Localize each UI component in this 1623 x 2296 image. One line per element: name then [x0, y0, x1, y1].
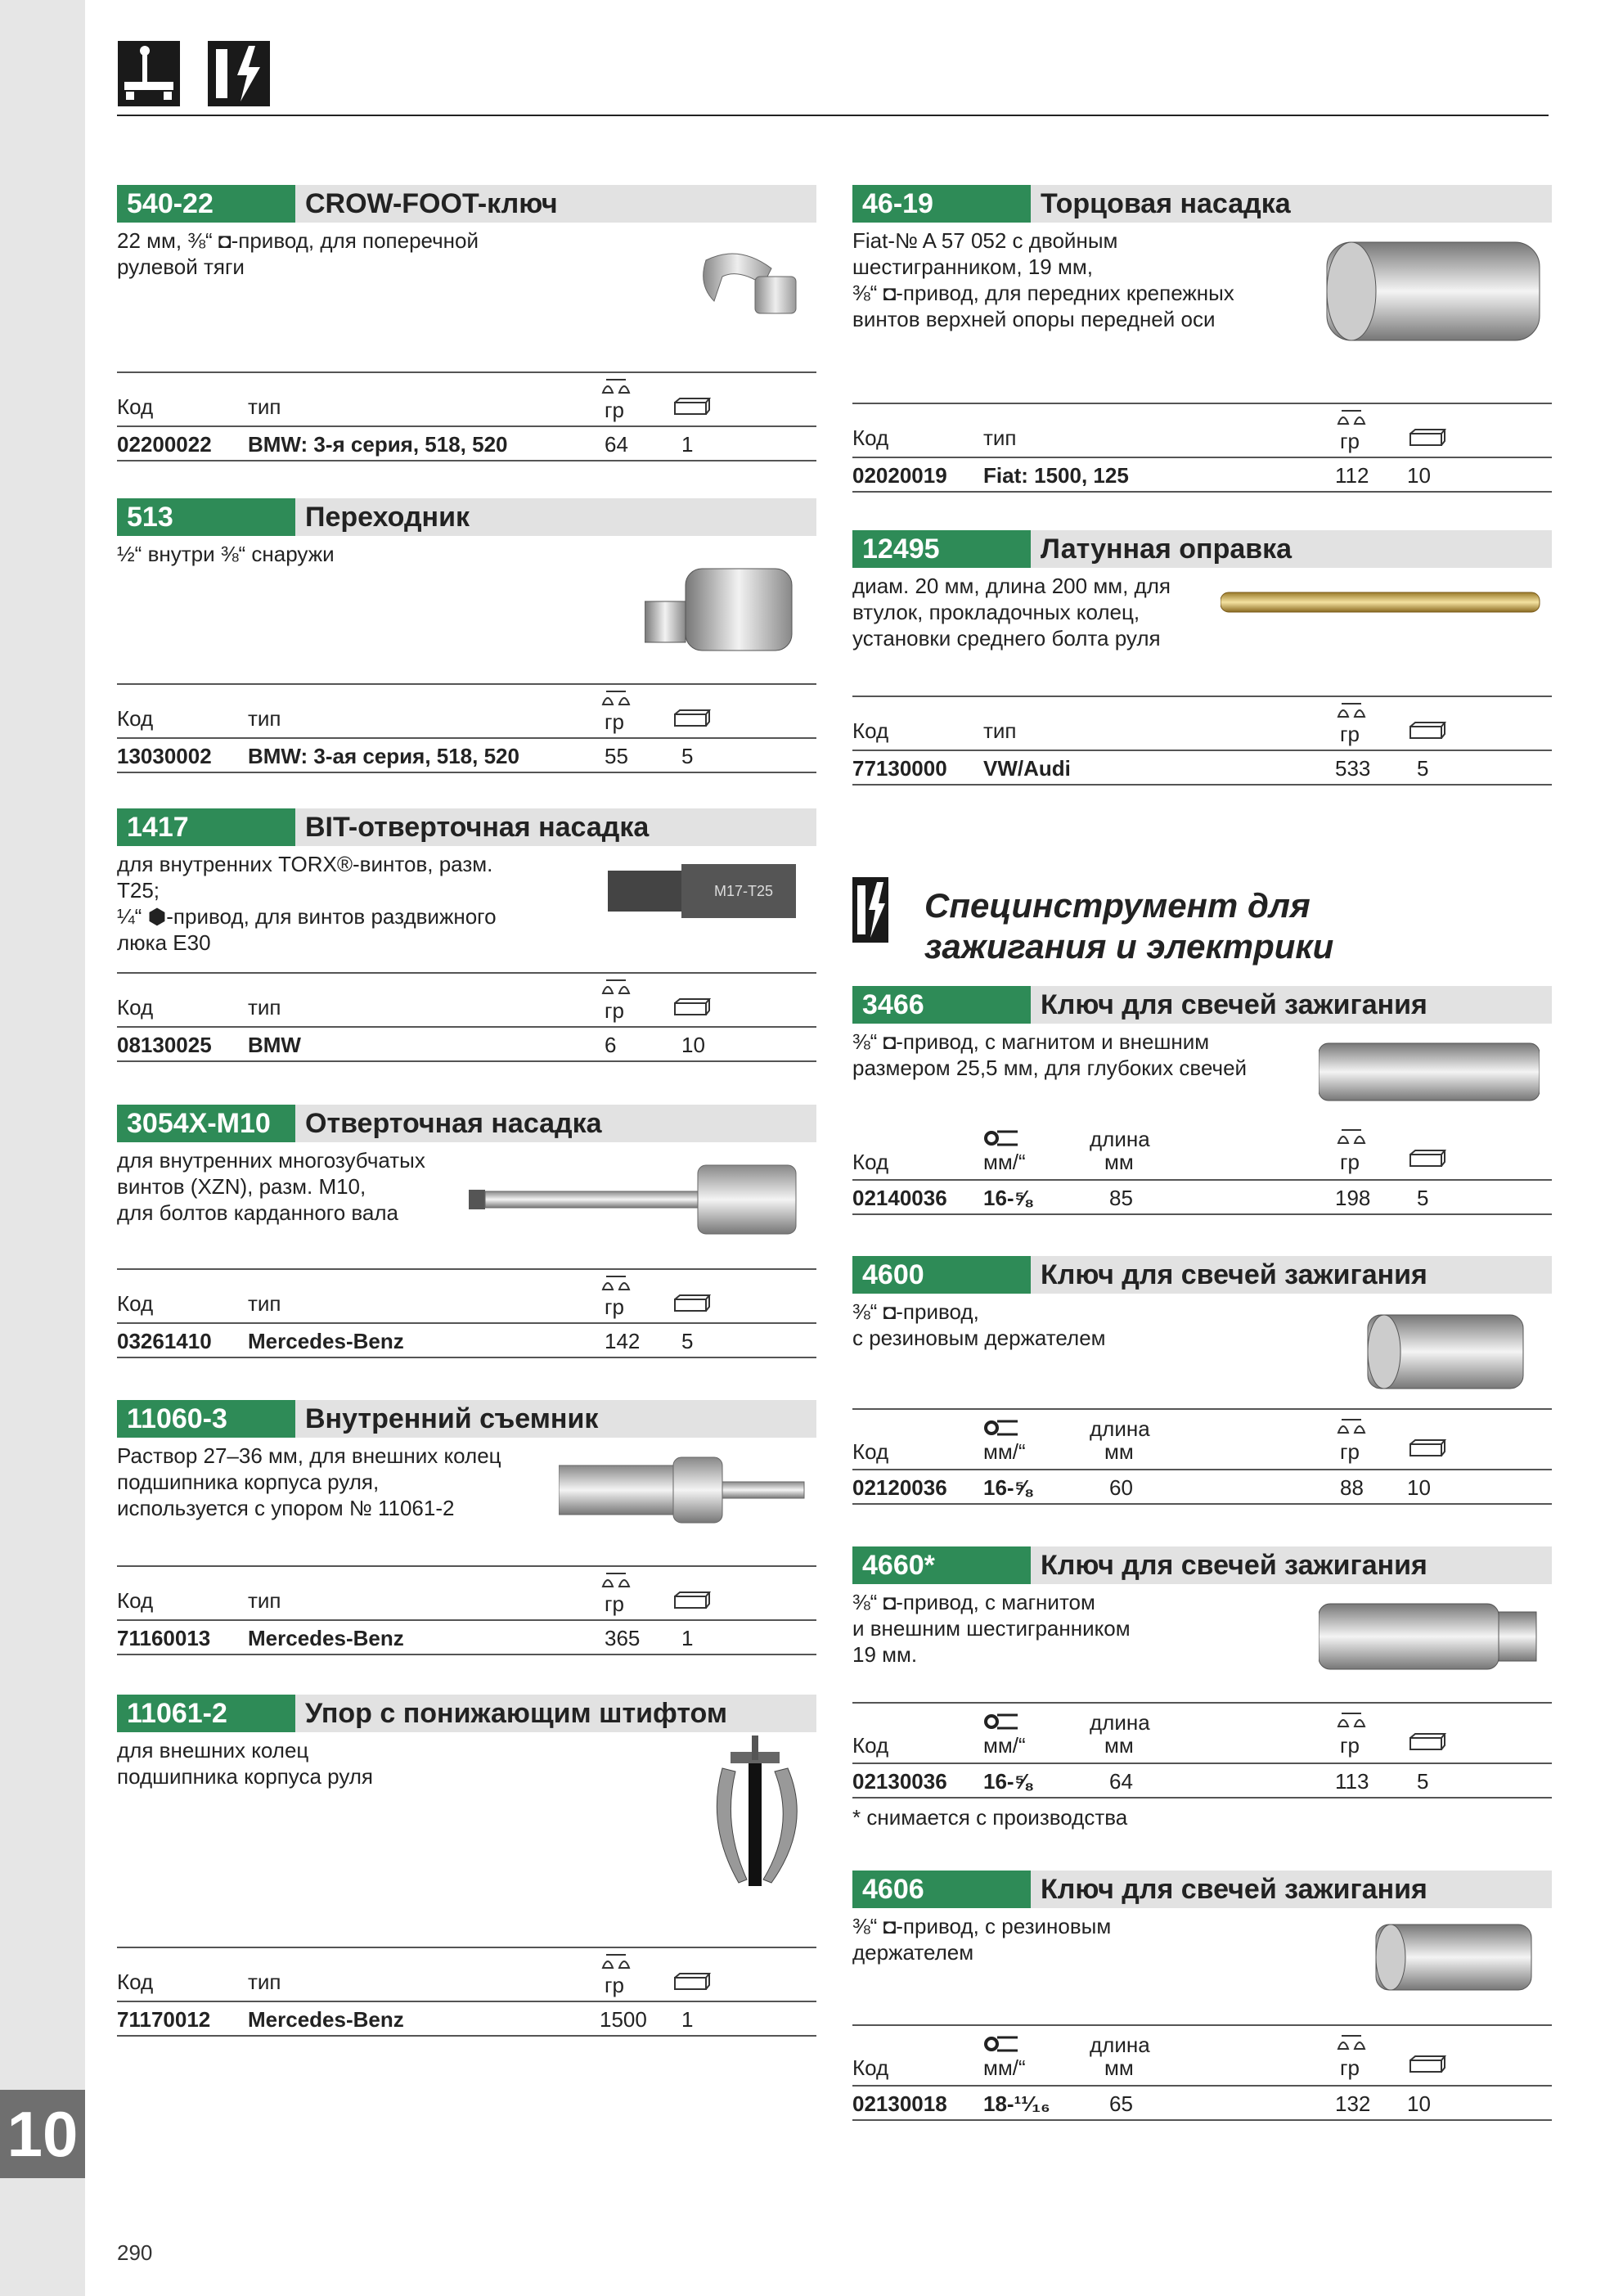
screwdriver-socket-image: [469, 1159, 812, 1240]
article-code: 02130018: [852, 2091, 947, 2116]
article-type: Mercedes-Benz: [248, 2007, 404, 2032]
article-pack: 5: [1417, 1186, 1429, 1210]
product-title: Торцовая насадка: [1041, 187, 1291, 219]
article-type: BMW: 3-я серия, 518, 520: [248, 432, 508, 457]
article-pack: 5: [1417, 1769, 1429, 1794]
product-12495: [852, 530, 1552, 781]
col-length-unit: мм: [1104, 1150, 1134, 1174]
col-size-header: мм/“: [983, 1150, 1026, 1174]
col-code-header: Код: [117, 394, 154, 419]
internal-puller-image: [559, 1449, 812, 1539]
product-table: [852, 1702, 1552, 1799]
product-title-row: [852, 1256, 1552, 1294]
pack-icon: [1409, 2055, 1446, 2073]
weight-icon: [1335, 1127, 1368, 1145]
pack-icon: [673, 998, 711, 1016]
product-title: Ключ для свечей зажигания: [1041, 1258, 1427, 1290]
product-code: 3054X-M10: [117, 1105, 295, 1142]
pack-icon: [1409, 1439, 1446, 1457]
product-row: [852, 457, 1552, 493]
article-code: 77130000: [852, 756, 947, 781]
product-description: ⅜“ ◘-привод, с магнитом и внешним размером 25,5 мм, для глубоких свечей: [852, 1029, 1248, 1080]
weight-icon: [600, 1952, 632, 1970]
product-row: [852, 1469, 1552, 1505]
torx-bit-image: [608, 859, 796, 925]
article-code: 02120036: [852, 1475, 947, 1500]
article-code: 71160013: [117, 1626, 211, 1650]
article-pack: 10: [1407, 1475, 1431, 1500]
col-type-header: тип: [248, 995, 281, 1020]
article-size: 18-¹¹⁄₁₆: [983, 2091, 1050, 2116]
article-size: 16-⅝: [983, 1769, 1032, 1794]
socket-size-icon: [983, 2034, 1021, 2054]
product-code: 513: [117, 498, 295, 536]
product-row: [852, 1179, 1552, 1215]
col-length-header: длина: [1090, 1127, 1150, 1151]
article-type: Mercedes-Benz: [248, 1626, 404, 1650]
weight-icon: [600, 1273, 632, 1291]
col-code-header: Код: [852, 2055, 889, 2080]
article-pack: 10: [1407, 2091, 1431, 2116]
spark-plug-socket-image: [1360, 1307, 1531, 1397]
top-rule: [117, 115, 1549, 116]
pack-icon: [1409, 1733, 1446, 1751]
product-title-row: [117, 1695, 816, 1732]
pack-icon: [1409, 722, 1446, 740]
header-icons: [118, 41, 270, 106]
article-weight: 113: [1335, 1769, 1369, 1794]
pack-icon: [673, 1591, 711, 1609]
weight-icon: [1335, 1710, 1368, 1728]
article-code: 13030002: [117, 744, 212, 768]
col-type-header: тип: [248, 394, 281, 419]
col-code-header: Код: [117, 1291, 154, 1316]
product-table: [852, 1120, 1552, 1215]
page-number: 290: [117, 2240, 153, 2265]
product-row: [852, 750, 1552, 786]
article-weight: 533: [1335, 756, 1371, 781]
article-weight: 64: [605, 432, 628, 457]
product-description: ½“ внутри ⅜“ снаружи: [117, 542, 335, 566]
product-code: 3466: [852, 986, 1031, 1024]
product-row: [852, 1763, 1552, 1799]
product-row: [852, 2085, 1552, 2121]
product-description: диам. 20 мм, длина 200 мм, для втулок, прокладочных колец, установки среднего болта руля: [852, 574, 1171, 651]
col-gr-header: гр: [1340, 722, 1360, 746]
product-11060-3: [117, 1400, 816, 1650]
col-gr-header: гр: [605, 1973, 624, 1997]
product-code: 540-22: [117, 185, 295, 223]
product-row: [117, 1026, 816, 1062]
product-table: [852, 2024, 1552, 2121]
article-length: 64: [1109, 1769, 1133, 1794]
col-code-header: Код: [852, 1733, 889, 1758]
article-weight: 132: [1335, 2091, 1371, 2116]
col-size-header: мм/“: [983, 2055, 1026, 2080]
article-code: 08130025: [117, 1033, 212, 1057]
article-code: 03261410: [117, 1329, 212, 1353]
article-type: VW/Audi: [983, 756, 1071, 781]
product-description: для внутренних многозубчатых винтов (XZN), разм. M10, для болтов карданного вала: [117, 1148, 425, 1225]
col-gr-header: гр: [1340, 429, 1360, 453]
article-weight: 88: [1340, 1475, 1364, 1500]
article-length: 60: [1109, 1475, 1133, 1500]
product-description: ⅜“ ◘-привод, с магнитом и внешним шестигранником 19 мм.: [852, 1590, 1131, 1667]
product-title: Латунная оправка: [1041, 533, 1293, 565]
product-description: для внешних колец подшипника корпуса руля: [117, 1738, 374, 1789]
spark-plug-socket-image: [1319, 1035, 1540, 1109]
col-type-header: тип: [248, 706, 281, 731]
col-code-header: Код: [852, 718, 889, 743]
product-description: для внутренних TORX®-винтов, разм. T25; ¼“ ⬢-привод, для винтов раздвижного люка E30: [117, 852, 497, 955]
pack-icon: [1409, 1150, 1446, 1168]
crow-foot-wrench-image: [690, 244, 812, 342]
article-length: 65: [1109, 2091, 1133, 2116]
col-gr-header: гр: [605, 709, 624, 734]
ignition-section-icon: [852, 877, 888, 943]
chapter-tab: 10: [0, 2090, 85, 2178]
product-description: ⅜“ ◘-привод, с резиновым держателем: [852, 1299, 1106, 1350]
product-title: CROW-FOOT-ключ: [305, 187, 558, 219]
product-title-row: [117, 1400, 816, 1438]
product-3054x-m10: [117, 1105, 816, 1353]
socket-size-icon: [983, 1418, 1021, 1438]
weight-icon: [1335, 700, 1368, 718]
product-title-row: [852, 986, 1552, 1024]
col-size-header: мм/“: [983, 1439, 1026, 1464]
pack-icon: [673, 709, 711, 727]
col-length-unit: мм: [1104, 1733, 1134, 1758]
product-title: Переходник: [305, 501, 470, 533]
col-length-unit: мм: [1104, 1439, 1134, 1464]
product-540-22: [117, 185, 816, 457]
product-row: [117, 425, 816, 461]
article-length: 85: [1109, 1186, 1133, 1210]
article-code: 71170012: [117, 2007, 211, 2032]
article-size: 16-⅝: [983, 1475, 1032, 1500]
product-title: Отверточная насадка: [305, 1107, 602, 1139]
product-title-row: [852, 530, 1552, 568]
product-table: [852, 403, 1552, 493]
col-gr-header: гр: [1340, 1439, 1360, 1464]
article-pack: 10: [1407, 463, 1431, 488]
product-description: Fiat-№ A 57 052 с двойным шестигранником, 19 мм, ⅜“ ◘-привод, для передних крепежных винтов верхней опоры передней оси: [852, 228, 1234, 331]
product-11061-2: [117, 1695, 816, 2032]
weight-icon: [600, 1570, 632, 1588]
pack-icon: [673, 398, 711, 416]
pack-icon: [673, 1973, 711, 1991]
product-code: 46-19: [852, 185, 1031, 223]
product-4600: [852, 1256, 1552, 1500]
col-code-header: Код: [117, 1588, 154, 1613]
col-gr-header: гр: [605, 1294, 624, 1319]
article-weight: 365: [605, 1626, 641, 1650]
weight-icon: [1335, 407, 1368, 425]
article-pack: 10: [681, 1033, 705, 1057]
product-row: [117, 1619, 816, 1655]
socket-size-icon: [983, 1128, 1021, 1148]
product-code: 11061-2: [117, 1695, 295, 1732]
col-length-header: длина: [1090, 2033, 1150, 2057]
product-title: Ключ для свечей зажигания: [1041, 1549, 1427, 1581]
article-code: 02200022: [117, 432, 212, 457]
product-code: 12495: [852, 530, 1031, 568]
weight-icon: [600, 376, 632, 394]
weight-icon: [600, 977, 632, 995]
col-code-header: Код: [852, 1150, 889, 1174]
col-gr-header: гр: [605, 1591, 624, 1616]
pack-icon: [1409, 429, 1446, 447]
weight-icon: [1335, 1416, 1368, 1434]
product-513: [117, 498, 816, 768]
svg-text:M17-T25: M17-T25: [714, 883, 774, 899]
col-gr-header: гр: [605, 398, 624, 422]
article-pack: 5: [681, 1329, 694, 1353]
product-table: [117, 1947, 816, 2037]
article-weight: 6: [605, 1033, 617, 1057]
product-4606: [852, 1871, 1552, 2116]
product-title-row: [852, 1546, 1552, 1584]
brass-drift-image: [1221, 586, 1548, 619]
article-pack: 5: [1417, 756, 1429, 781]
product-description: Раствор 27–36 мм, для внешних колец подшипника корпуса руля, используется с упором № 11061-2: [117, 1443, 501, 1520]
col-gr-header: гр: [1340, 1733, 1360, 1758]
product-title-row: [852, 1871, 1552, 1908]
product-table: [117, 371, 816, 461]
product-3466: [852, 986, 1552, 1210]
article-pack: 1: [681, 1626, 694, 1650]
article-weight: 198: [1335, 1186, 1371, 1210]
product-title: Ключ для свечей зажигания: [1041, 1873, 1427, 1905]
ignition-electric-icon: [208, 41, 270, 106]
col-length-header: длина: [1090, 1710, 1150, 1735]
spark-plug-socket-image: [1368, 1916, 1540, 1998]
chapter-sidebar: [0, 0, 85, 2296]
product-table: [852, 696, 1552, 786]
product-table: [852, 1408, 1552, 1505]
article-type: BMW: [248, 1033, 301, 1057]
product-46-19: [852, 185, 1552, 488]
product-table: [117, 972, 816, 1062]
article-pack: 1: [681, 2007, 694, 2032]
col-type-header: тип: [983, 718, 1017, 743]
discontinued-note: * снимается с производства: [852, 1805, 1128, 1830]
product-title-row: [852, 185, 1552, 223]
article-code: 02130036: [852, 1769, 947, 1794]
article-pack: 5: [681, 744, 694, 768]
workshop-icon: [118, 41, 180, 106]
article-weight: 55: [605, 744, 628, 768]
adapter-image: [645, 552, 808, 659]
product-title: BIT-отверточная насадка: [305, 811, 650, 843]
product-code: 11060-3: [117, 1400, 295, 1438]
col-length-unit: мм: [1104, 2055, 1134, 2080]
article-weight: 142: [605, 1329, 641, 1353]
product-code: 4600: [852, 1256, 1031, 1294]
product-table: [117, 1268, 816, 1358]
product-title: Упор с понижающим штифтом: [305, 1697, 727, 1729]
pack-icon: [673, 1294, 711, 1312]
col-gr-header: гр: [1340, 1150, 1360, 1174]
article-code: 02020019: [852, 463, 947, 488]
puller-stop-image: [706, 1736, 820, 1907]
col-code-header: Код: [852, 425, 889, 450]
socket-size-icon: [983, 1712, 1021, 1731]
article-code: 02140036: [852, 1186, 947, 1210]
product-row: [117, 737, 816, 773]
col-type-header: тип: [248, 1291, 281, 1316]
article-type: Fiat: 1500, 125: [983, 463, 1129, 488]
product-description: ⅜“ ◘-привод, с резиновым держателем: [852, 1914, 1112, 1965]
product-code: 4660*: [852, 1546, 1031, 1584]
col-type-header: тип: [248, 1970, 281, 1994]
article-weight: 1500: [600, 2007, 647, 2032]
col-gr-header: гр: [1340, 2055, 1360, 2080]
article-type: BMW: 3-ая серия, 518, 520: [248, 744, 519, 768]
product-table: [117, 683, 816, 773]
product-row: [117, 1322, 816, 1358]
product-4660: [852, 1546, 1552, 1830]
product-code: 4606: [852, 1871, 1031, 1908]
article-weight: 112: [1335, 463, 1369, 488]
product-table: [117, 1565, 816, 1655]
product-title-row: [117, 498, 816, 536]
product-title: Внутренний съемник: [305, 1402, 599, 1434]
article-type: Mercedes-Benz: [248, 1329, 404, 1353]
socket-image: [1319, 234, 1548, 349]
col-code-header: Код: [117, 995, 154, 1020]
col-gr-header: гр: [605, 998, 624, 1023]
weight-icon: [600, 688, 632, 706]
article-size: 16-⅝: [983, 1186, 1032, 1210]
article-pack: 1: [681, 432, 694, 457]
product-description: 22 мм, ⅜“ ◘-привод, для поперечной рулевой тяги: [117, 228, 479, 279]
col-length-header: длина: [1090, 1416, 1150, 1441]
product-title-row: [117, 185, 816, 223]
product-title: Ключ для свечей зажигания: [1041, 988, 1427, 1020]
section-title: Специнструмент для зажигания и электрики: [924, 886, 1334, 966]
col-size-header: мм/“: [983, 1733, 1026, 1758]
spark-plug-socket-image: [1319, 1596, 1540, 1677]
col-code-header: Код: [117, 706, 154, 731]
product-code: 1417: [117, 808, 295, 846]
col-type-header: тип: [983, 425, 1017, 450]
product-1417: [117, 808, 816, 1057]
col-code-header: Код: [117, 1970, 154, 1994]
col-code-header: Код: [852, 1439, 889, 1464]
product-row: [117, 2001, 816, 2037]
product-title-row: [117, 1105, 816, 1142]
product-title-row: [117, 808, 816, 846]
col-type-header: тип: [248, 1588, 281, 1613]
weight-icon: [1335, 2033, 1368, 2051]
